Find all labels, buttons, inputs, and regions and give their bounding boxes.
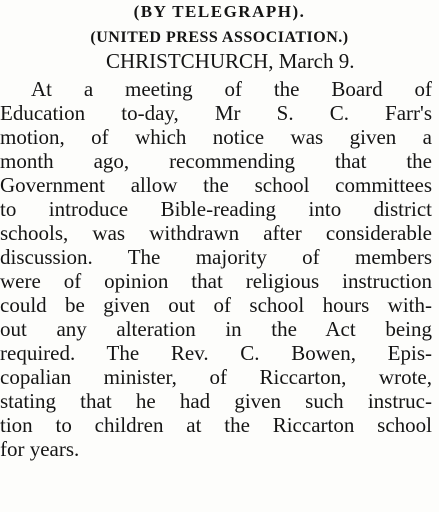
article-line: tion to children at the Riccarton school [0,413,432,437]
article-line: schools, was withdrawn after considerable [0,221,432,245]
article-line: motion, of which notice was given a [0,125,432,149]
dateline: CHRISTCHURCH, March 9. [106,49,355,73]
article-line: for years. [0,437,80,461]
article-line: Education to-day, Mr S. C. Farr's [0,101,432,125]
article-line: stating that he had given such instruc- [0,389,432,413]
article-line: to introduce Bible-reading into district [0,197,432,221]
agency-heading: (UNITED PRESS ASSOCIATION.) [90,29,349,46]
article-line: copalian minister, of Riccarton, wrote, [0,365,432,389]
article-line: discussion. The majority of members [0,245,432,269]
article-line: could be given out of school hours with- [0,293,432,317]
article-line: At a meeting of the Board of [31,77,432,101]
source-heading: (BY TELEGRAPH). [133,2,306,21]
article-line: required. The Rev. C. Bowen, Epis- [0,341,432,365]
article-line: month ago, recommending that the [0,149,432,173]
article-line: were of opinion that religious instruction [0,269,432,293]
article-line: Government allow the school committees [0,173,432,197]
article-line: out any alteration in the Act being [0,317,432,341]
